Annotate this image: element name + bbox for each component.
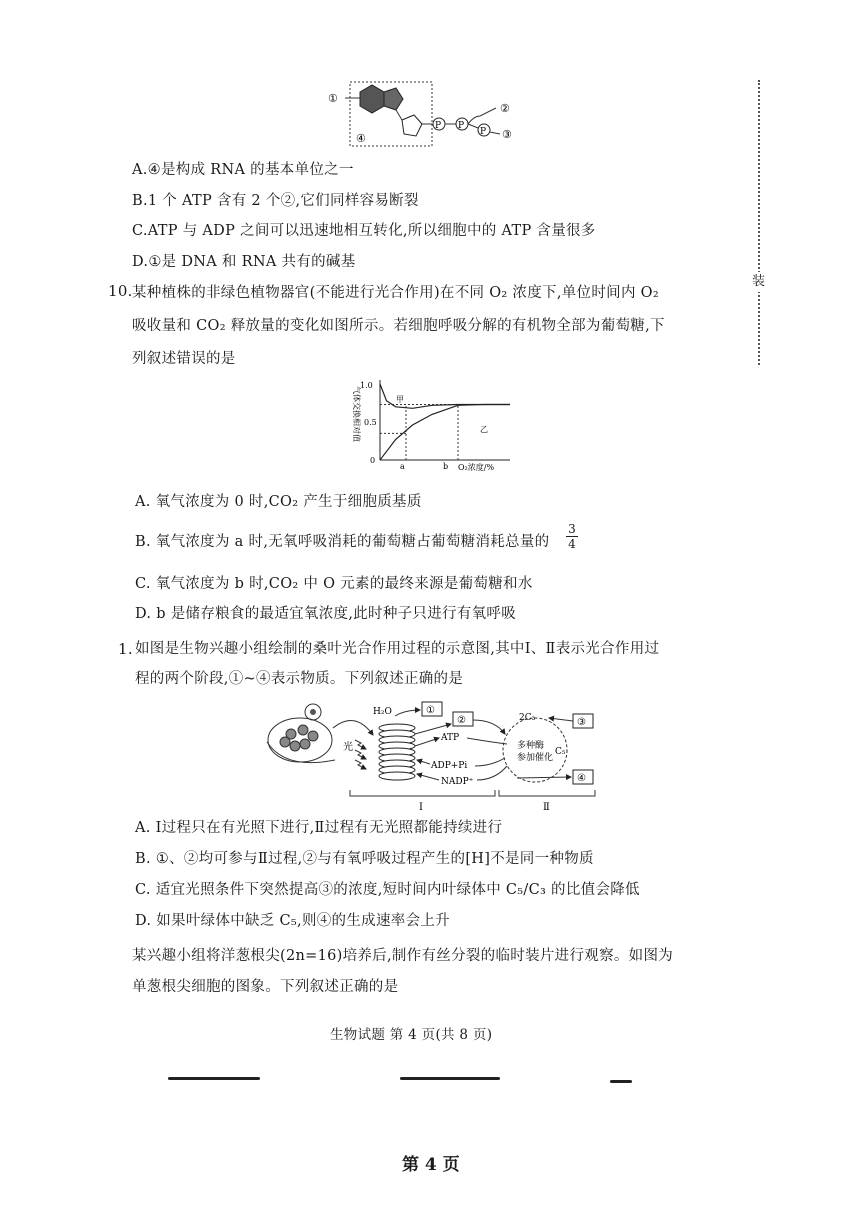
fraction-numerator: 3 [566,522,578,537]
c3-label: 2C₃ [519,713,536,723]
stage-1-label: Ⅰ [419,802,423,812]
substance-4: ④ [577,773,586,784]
h2o-label: H₂O [373,707,392,717]
series-jia-label: 甲 [396,395,404,404]
q10-stem-line-3: 列叙述错误的是 [132,351,236,367]
label-2: ② [500,102,510,115]
page-footer: 生物试题 第 4 页(共 8 页) [330,1027,493,1043]
binding-label: 装 [752,272,765,292]
page-label: 第 4 页 [402,1155,460,1175]
q12-stem-line-1: 某兴趣小组将洋葱根尖(2n=16)培养后,制作有丝分裂的临时装片进行观察。如图为 [132,948,674,964]
q12-stem-line-2: 单葱根尖细胞的图象。下列叙述正确的是 [132,979,399,995]
phosphate-1: P [435,121,442,131]
atp-structure-figure [320,78,520,150]
binding-line [758,80,760,365]
enzyme-label-2: 参加催化 [517,753,554,763]
y-tick-05: 0.5 [364,418,377,427]
q9-option-c: C.ATP 与 ADP 之间可以迅速地相互转化,所以细胞中的 ATP 含量很多 [132,223,596,239]
label-1: ① [328,92,338,105]
substance-2: ② [457,715,466,726]
q11-number: 1. [118,640,133,658]
q9-option-b: B.1 个 ATP 含有 2 个②,它们同样容易断裂 [132,193,419,209]
q10-option-c: C. 氧气浓度为 b 时,CO₂ 中 O 元素的最终来源是葡萄糖和水 [135,576,533,592]
q11-option-a: A. Ⅰ过程只在有光照下进行,Ⅱ过程有无光照都能持续进行 [135,820,503,836]
nadp-label: NADP⁺ [441,777,474,787]
scan-mark [400,1077,500,1080]
light-label: 光 [343,742,353,753]
adenine-hexagon [360,85,384,113]
q11-stem-line-2: 程的两个阶段,①~④表示物质。下列叙述正确的是 [135,671,464,687]
fraction-denominator: 4 [568,537,576,551]
chart-ylabel: 气体交换相对值 [352,386,361,442]
adp-label: ADP+Pi [431,761,468,771]
y-tick-1: 1.0 [360,381,373,390]
q11-option-c: C. 适宜光照条件下突然提高③的浓度,短时间内叶绿体中 C₅/C₃ 的比值会降低 [135,882,640,898]
q11-option-d: D. 如果叶绿体中缺乏 C₅,则④的生成速率会上升 [135,913,450,929]
thylakoid-stack [379,724,415,780]
substance-3: ③ [577,717,586,728]
fraction-three-quarters [566,522,578,551]
stage-2-label: Ⅱ [543,802,550,812]
q9-option-d: D.①是 DNA 和 RNA 共有的碱基 [132,254,356,270]
label-4: ④ [356,132,366,145]
label-3: ③ [502,128,512,141]
y-tick-0: 0 [370,456,376,465]
q10-stem-line-1: 某种植株的非绿色植物器官(不能进行光合作用)在不同 O₂ 浓度下,单位时间内 O₂ [132,285,659,301]
enzyme-label-1: 多种酶 [517,741,545,751]
c5-label: C₅ [555,747,566,757]
scan-mark [168,1077,260,1080]
adenine-pentagon [384,88,403,110]
photosynthesis-diagram [255,700,615,812]
substance-1: ① [426,705,435,716]
phosphate-3: P [480,127,487,137]
chart-xlabel: O₂浓度/% [458,463,495,472]
q10-stem-line-2: 吸收量和 CO₂ 释放量的变化如图所示。若细胞呼吸分解的有机物全部为葡萄糖,下 [132,318,665,334]
q11-option-b: B. ①、②均可参与Ⅱ过程,②与有氧呼吸过程产生的[H]不是同一种物质 [135,851,594,867]
atp-label: ATP [441,733,460,743]
x-tick-b: b [443,462,449,471]
scan-mark [610,1080,632,1083]
q10-option-a: A. 氧气浓度为 0 时,CO₂ 产生于细胞质基质 [135,494,422,510]
leaf-icon [268,718,332,762]
q10-option-d: D. b 是储存粮食的最适宜氧浓度,此时种子只进行有氧呼吸 [135,606,517,622]
x-tick-a: a [400,462,405,471]
respiration-chart [340,372,520,482]
phosphate-2: P [458,121,465,131]
ribose-pentagon [402,115,422,136]
q9-option-a: A.④是构成 RNA 的基本单位之一 [132,162,354,178]
series-yi-label: 乙 [480,425,488,434]
q10-number: 10. [108,282,133,300]
series-line-yi [380,405,510,461]
q10-option-b: B. 氧气浓度为 a 时,无氧呼吸消耗的葡萄糖占葡萄糖消耗总量的 [135,534,550,550]
q11-stem-line-1: 如图是生物兴趣小组绘制的桑叶光合作用过程的示意图,其中Ⅰ、Ⅱ表示光合作用过 [135,641,660,657]
